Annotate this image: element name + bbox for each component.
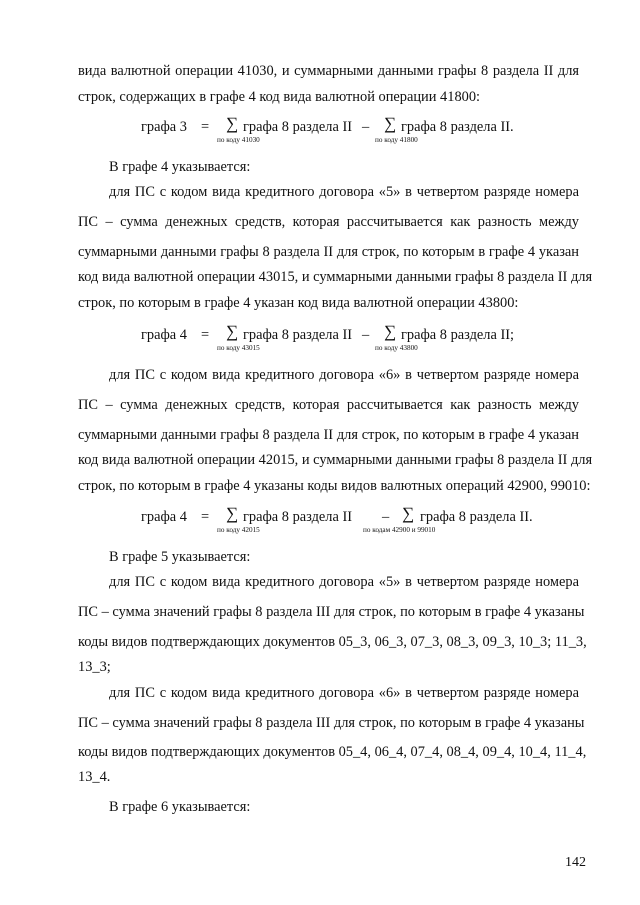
formula-minus: – bbox=[382, 509, 390, 525]
text-line: 13_4. bbox=[78, 769, 111, 785]
sigma-symbol: ∑ bbox=[226, 114, 239, 133]
text-line: строк, по которым в графе 4 указан код вида валютной операции 43800: bbox=[78, 295, 519, 311]
formula-equals: = bbox=[201, 327, 210, 343]
formula-subscript: по кодам 42900 и 99010 bbox=[363, 526, 436, 534]
text-line: вида валютной операции 41030, и суммарными данными графы 8 раздела II для bbox=[78, 63, 579, 79]
sigma-symbol: ∑ bbox=[384, 114, 397, 133]
text-line: коды видов подтверждающих документов 05_4, 06_4, 07_4, 08_4, 09_4, 10_4, 11_4, bbox=[78, 744, 587, 760]
text-line: ПС – сумма значений графы 8 раздела III для строк, по которым в графе 4 указаны bbox=[78, 604, 585, 620]
formula-lhs: графа 4 bbox=[141, 327, 187, 343]
formula-term: графа 8 раздела II bbox=[243, 119, 353, 135]
text-line: для ПС с кодом вида кредитного договора «5» в четвертом разряде номера bbox=[109, 574, 579, 590]
formula-term: графа 8 раздела II. bbox=[420, 509, 533, 525]
formula-term: графа 8 раздела II; bbox=[401, 327, 515, 343]
formula-equals: = bbox=[201, 119, 210, 135]
sigma-symbol: ∑ bbox=[226, 504, 239, 523]
formula-minus: – bbox=[362, 119, 370, 135]
formula-lhs: графа 3 bbox=[141, 119, 187, 135]
text-line: ПС – сумма денежных средств, которая рассчитывается как разность между bbox=[78, 214, 579, 230]
sigma-symbol: ∑ bbox=[384, 322, 397, 341]
text-line: для ПС с кодом вида кредитного договора «5» в четвертом разряде номера bbox=[109, 184, 579, 200]
text-line: В графе 5 указывается: bbox=[109, 549, 251, 565]
text-line: код вида валютной операции 42015, и суммарными данными графы 8 раздела II для bbox=[78, 452, 593, 468]
sigma-symbol: ∑ bbox=[402, 504, 415, 523]
text-line: В графе 6 указывается: bbox=[109, 799, 251, 815]
text-line: для ПС с кодом вида кредитного договора «6» в четвертом разряде номера bbox=[109, 685, 579, 701]
text-line: В графе 4 указывается: bbox=[109, 159, 251, 175]
page-number: 142 bbox=[565, 855, 586, 870]
formula-subscript: по коду 43015 bbox=[217, 344, 260, 352]
text-line: код вида валютной операции 43015, и суммарными данными графы 8 раздела II для bbox=[78, 269, 593, 285]
formula-equals: = bbox=[201, 509, 210, 525]
sigma-symbol: ∑ bbox=[226, 322, 239, 341]
formula-subscript: по коду 41030 bbox=[217, 136, 260, 144]
text-line: коды видов подтверждающих документов 05_3, 06_3, 07_3, 08_3, 09_3, 10_3; 11_3, bbox=[78, 634, 587, 650]
formula-subscript: по коду 42015 bbox=[217, 526, 260, 534]
formula-subscript: по коду 41800 bbox=[375, 136, 418, 144]
text-line: строк, по которым в графе 4 указаны коды видов валютных операций 42900, 99010: bbox=[78, 478, 591, 494]
text-line: суммарными данными графы 8 раздела II для строк, по которым в графе 4 указан bbox=[78, 427, 579, 443]
formula-lhs: графа 4 bbox=[141, 509, 187, 525]
formula-term: графа 8 раздела II bbox=[243, 509, 353, 525]
text-line: 13_3; bbox=[78, 659, 111, 675]
text-line: ПС – сумма денежных средств, которая рассчитывается как разность между bbox=[78, 397, 579, 413]
formula-term: графа 8 раздела II. bbox=[401, 119, 514, 135]
formula-term: графа 8 раздела II bbox=[243, 327, 353, 343]
text-line: суммарными данными графы 8 раздела II для строк, по которым в графе 4 указан bbox=[78, 244, 579, 260]
text-line: для ПС с кодом вида кредитного договора «6» в четвертом разряде номера bbox=[109, 367, 579, 383]
formula-grafa-4-first bbox=[0, 321, 640, 361]
text-line: ПС – сумма значений графы 8 раздела III для строк, по которым в графе 4 указаны bbox=[78, 715, 585, 731]
formula-minus: – bbox=[362, 327, 370, 343]
formula-subscript: по коду 43800 bbox=[375, 344, 418, 352]
formula-grafa-4-second bbox=[0, 503, 640, 543]
formula-grafa-3 bbox=[0, 113, 640, 153]
text-line: строк, содержащих в графе 4 код вида валютной операции 41800: bbox=[78, 89, 481, 105]
